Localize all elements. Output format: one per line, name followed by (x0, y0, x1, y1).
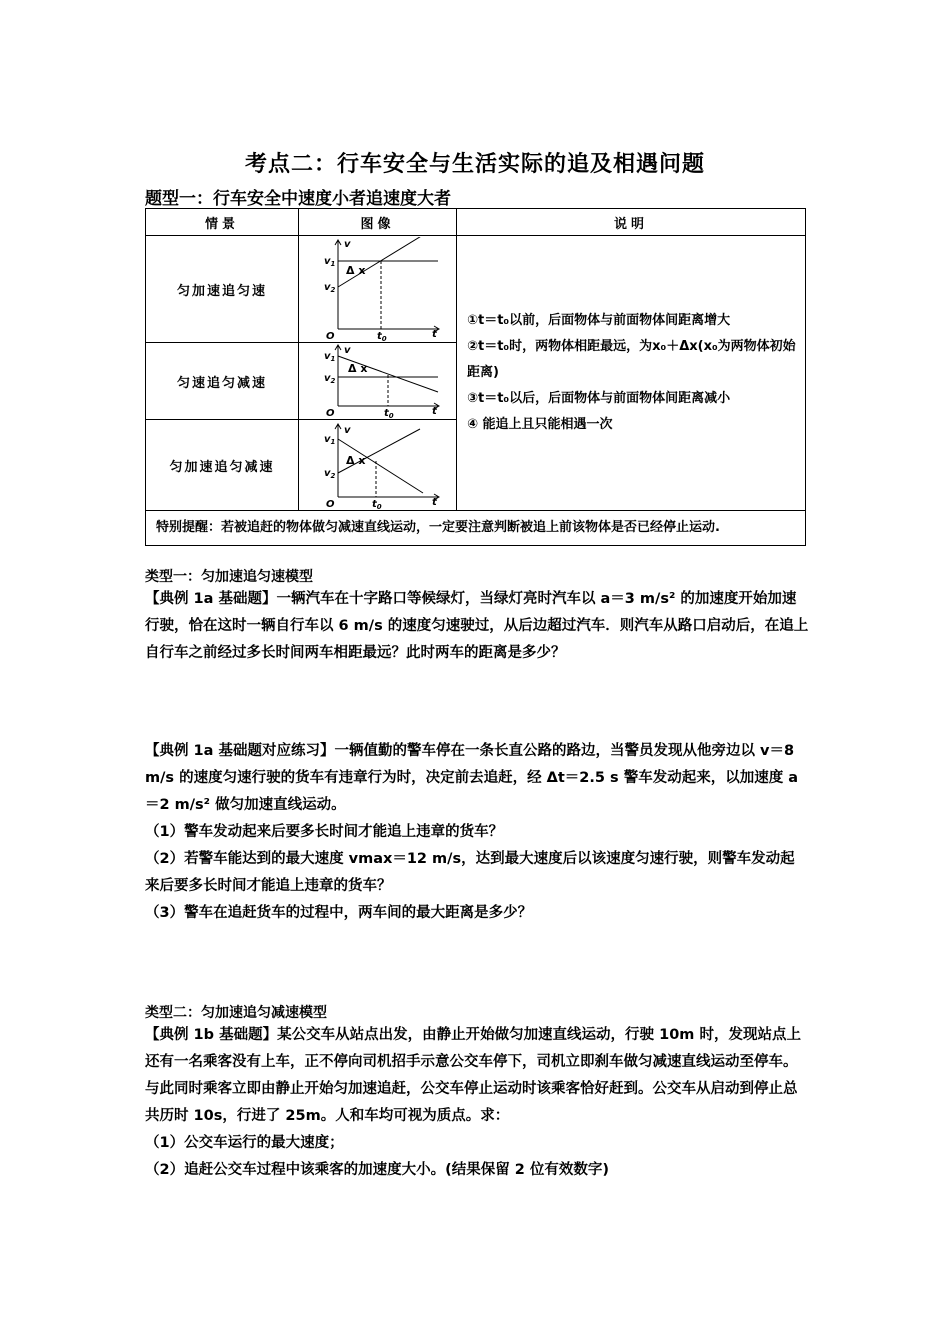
t0-label: $t_0$ (383, 408, 394, 418)
table-row (146, 511, 806, 546)
v-axis-label: v (343, 425, 351, 436)
header-description: 说明 (457, 209, 806, 236)
practice-1a-text: 【典例 1a 基础题对应练习】一辆值勤的警车停在一条长直公路的路边，当警员发现从他旁边以 v＝8 m/s 的速度匀速行驶的货车有违章行为时，决定前去追赶，经 Δt＝2.5 s 警车发动起来，以加速度 a＝2 m/s² 做匀加速直线运动。 (145, 743, 799, 813)
vt-graph-accel-vs-uniform (308, 237, 448, 341)
example-1a-text: 【典例 1a 基础题】一辆汽车在十字路口等候绿灯，当绿灯亮时汽车以 a＝3 m/s² 的加速度开始加速行驶，恰在这时一辆自行车以 6 m/s 的速度匀速驶过，从后边超过汽车．则汽车从路口启动后，在追上自行车之前经过多长时间两车相距最远？此时两车的距离是多少？ (145, 591, 809, 661)
v2-label: $v_2$ (323, 468, 335, 480)
scene-cell: 匀加速追匀减速 (146, 420, 299, 511)
t0-label: $t_0$ (371, 499, 382, 509)
table-row (146, 236, 806, 343)
question-3: （3）警车在追赶货车的过程中，两车间的最大距离是多少？ (145, 905, 533, 921)
vt-graph-accel-vs-decel (308, 421, 448, 509)
delta-x-label: Δ x (345, 454, 365, 467)
origin-label: O (325, 499, 335, 509)
delta-x-label: Δ x (345, 264, 365, 277)
v1-label: $v_1$ (323, 256, 335, 268)
v-axis-label: v (343, 239, 351, 250)
origin-label: O (325, 408, 335, 418)
table-header-row (146, 209, 806, 236)
example-1a (145, 586, 809, 667)
page-title: 考点二：行车安全与生活实际的追及相遇问题 (244, 152, 705, 177)
type2-heading: 类型二：匀加速追匀减速模型 (145, 1005, 327, 1021)
header-graph: 图像 (299, 209, 457, 236)
question-2: （2）若警车能达到的最大速度 vmax＝12 m/s，达到最大速度后以该速度匀速行驶，则警车发动起来后要多长时间才能追上违章的货车？ (145, 851, 795, 894)
t-axis-label: t (431, 497, 437, 508)
graph-cell (299, 420, 457, 511)
description-cell (457, 236, 806, 511)
origin-label: O (325, 331, 335, 341)
v-axis-label: v (343, 345, 351, 356)
graph-cell (299, 343, 457, 420)
t-axis-label: t (431, 406, 437, 417)
question-1: （1）公交车运行的最大速度； (145, 1135, 344, 1151)
description-item: ②t＝t₀时，两物体相距最远，为x₀＋Δx(x₀为两物体初始距离) (467, 339, 796, 380)
v1-label: $v_1$ (323, 434, 335, 446)
vt-graph-uniform-vs-decel (308, 344, 448, 418)
description-item: ①t＝t₀以前，后面物体与前面物体间距离增大 (467, 313, 731, 328)
example-1b (145, 1022, 809, 1184)
example-1b-text: 【典例 1b 基础题】某公交车从站点出发，由静止开始做匀加速直线运动，行驶 10m 时，发现站点上还有一名乘客没有上车，正不停向司机招手示意公交车停下，司机立即刹车做匀减速直线运动至停车。与此同时乘客立即由静止开始匀加速追赶，公交车停止运动时该乘客恰好赶到。公交车从启动到停止总共历时 10s，行进了 25m。人和车均可视为质点。求： (145, 1027, 801, 1124)
t0-label: $t_0$ (376, 331, 387, 341)
comparison-table (145, 208, 806, 546)
description-item: ④ 能追上且只能相遇一次 (467, 417, 613, 432)
v1-label: $v_1$ (323, 351, 335, 363)
v2-label: $v_2$ (323, 373, 335, 385)
question-2: （2）追赶公交车过程中该乘客的加速度大小。(结果保留 2 位有效数字) (145, 1162, 610, 1178)
question-1: （1）警车发动起来后要多长时间才能追上违章的货车？ (145, 824, 504, 840)
scene-cell: 匀加速追匀速 (146, 236, 299, 343)
type1-heading: 类型一：匀加速追匀速模型 (145, 569, 313, 585)
description-item: ③t＝t₀以后，后面物体与前面物体间距离减小 (467, 391, 731, 406)
header-scene: 情景 (146, 209, 299, 236)
t-axis-label: t (431, 329, 437, 340)
v2-label: $v_2$ (323, 282, 335, 294)
practice-1a (145, 738, 809, 927)
section-heading: 题型一：行车安全中速度小者追速度大者 (145, 189, 451, 209)
delta-x-label: Δ x (347, 362, 367, 375)
scene-cell: 匀速追匀减速 (146, 343, 299, 420)
special-note: 特别提醒：若被追赶的物体做匀减速直线运动，一定要注意判断被追上前该物体是否已经停止运动. (146, 511, 806, 546)
graph-cell (299, 236, 457, 343)
